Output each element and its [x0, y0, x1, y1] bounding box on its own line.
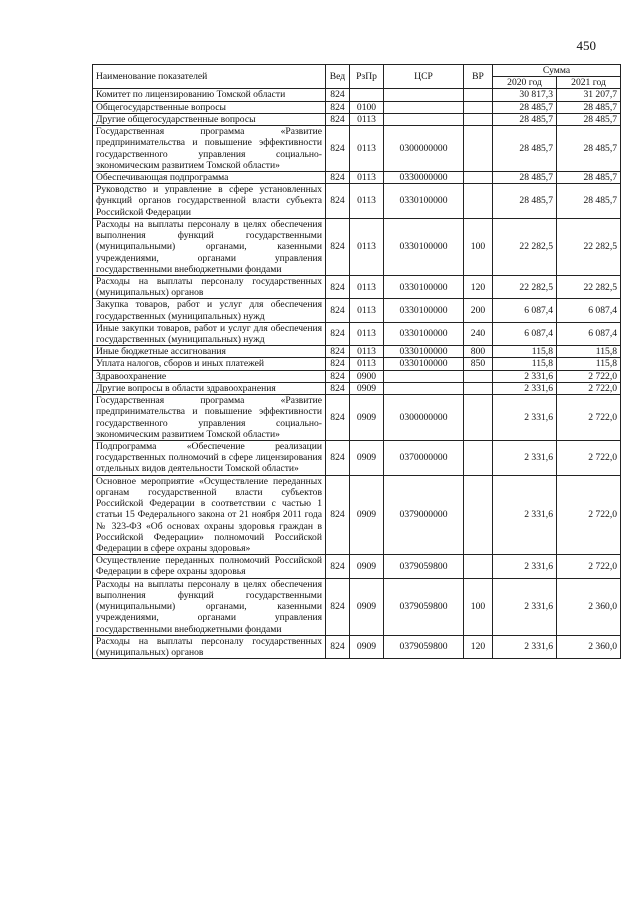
row-rzpr: 0113: [350, 358, 384, 370]
row-vr: 120: [464, 635, 493, 658]
table-row: [93, 275, 621, 298]
row-sum-2020: 2 331,6: [493, 370, 557, 382]
row-csr: 0330100000: [384, 275, 464, 298]
row-ved: 824: [326, 370, 350, 382]
row-ved: 824: [326, 358, 350, 370]
row-vr: 100: [464, 218, 493, 275]
row-ved: 824: [326, 555, 350, 578]
row-vr: [464, 370, 493, 382]
row-ved: 824: [326, 299, 350, 322]
row-csr: 0330100000: [384, 184, 464, 219]
row-rzpr: 0909: [350, 382, 384, 394]
row-vr: [464, 475, 493, 555]
row-sum-2021: 2 722,0: [557, 382, 621, 394]
row-ved: 824: [326, 395, 350, 441]
header-year-2020: 2020 год: [493, 77, 557, 89]
table-row: [93, 101, 621, 113]
row-ved: 824: [326, 578, 350, 635]
row-sum-2020: 28 485,7: [493, 101, 557, 113]
row-name: Общегосударственные вопросы: [93, 101, 326, 113]
row-rzpr: 0909: [350, 555, 384, 578]
row-sum-2020: 2 331,6: [493, 475, 557, 555]
row-csr: 0379059800: [384, 555, 464, 578]
row-vr: [464, 382, 493, 394]
row-rzpr: 0113: [350, 299, 384, 322]
row-rzpr: 0113: [350, 126, 384, 172]
row-csr: [384, 89, 464, 101]
row-name: Расходы на выплаты персоналу государственных (муниципальных) органов: [93, 635, 326, 658]
row-vr: [464, 171, 493, 183]
row-sum-2021: 22 282,5: [557, 275, 621, 298]
row-rzpr: 0909: [350, 441, 384, 476]
row-name: Другие вопросы в области здравоохранения: [93, 382, 326, 394]
header-ved: Вед: [326, 65, 350, 89]
row-ved: 824: [326, 322, 350, 345]
header-csr: ЦСР: [384, 65, 464, 89]
table-row: [93, 126, 621, 172]
table-row: [93, 218, 621, 275]
row-name: Основное мероприятие «Осуществление переданных органам государственной власти субъектов Российской Федерации в соответствии с частью 1 статьи 15 Федерального закона от 21 ноября 2011 года № 323-ФЗ «Об основах охраны здоровья граждан в Российской Федерации» полномочий Российской Федерации в сфере охраны здоровья»: [93, 475, 326, 555]
row-sum-2020: 28 485,7: [493, 184, 557, 219]
row-name: Обеспечивающая подпрограмма: [93, 171, 326, 183]
row-rzpr: 0113: [350, 322, 384, 345]
row-name: Иные закупки товаров, работ и услуг для обеспечения государственных (муниципальных) нужд: [93, 322, 326, 345]
row-ved: 824: [326, 346, 350, 358]
row-sum-2021: 115,8: [557, 358, 621, 370]
row-sum-2021: 115,8: [557, 346, 621, 358]
row-ved: 824: [326, 126, 350, 172]
row-vr: [464, 126, 493, 172]
row-sum-2021: 22 282,5: [557, 218, 621, 275]
row-rzpr: 0909: [350, 635, 384, 658]
row-name: Иные бюджетные ассигнования: [93, 346, 326, 358]
table-row: [93, 171, 621, 183]
row-csr: 0330100000: [384, 218, 464, 275]
row-name: Руководство и управление в сфере установленных функций органов государственной власти субъекта Российской Федерации: [93, 184, 326, 219]
row-vr: 800: [464, 346, 493, 358]
header-name: Наименование показателей: [93, 65, 326, 89]
row-ved: 824: [326, 101, 350, 113]
row-sum-2021: 2 722,0: [557, 555, 621, 578]
row-ved: 824: [326, 89, 350, 101]
row-name: Комитет по лицензированию Томской области: [93, 89, 326, 101]
row-rzpr: 0113: [350, 184, 384, 219]
table-row: [93, 370, 621, 382]
row-name: Расходы на выплаты персоналу государственных (муниципальных) органов: [93, 275, 326, 298]
table-row: [93, 322, 621, 345]
row-sum-2020: 6 087,4: [493, 322, 557, 345]
row-csr: 0379000000: [384, 475, 464, 555]
row-sum-2021: 28 485,7: [557, 126, 621, 172]
table-row: [93, 441, 621, 476]
row-sum-2020: 2 331,6: [493, 382, 557, 394]
row-name: Другие общегосударственные вопросы: [93, 113, 326, 125]
table-body: [93, 89, 621, 659]
header-rzpr: РзПр: [350, 65, 384, 89]
row-sum-2020: 2 331,6: [493, 441, 557, 476]
row-vr: 240: [464, 322, 493, 345]
row-sum-2020: 115,8: [493, 358, 557, 370]
row-ved: 824: [326, 635, 350, 658]
row-name: Расходы на выплаты персоналу в целях обеспечения выполнения функций государственными (муниципальными) органами, казенными учреждениями, органами управления государственными внебюджетными фондами: [93, 218, 326, 275]
row-ved: 824: [326, 475, 350, 555]
header-year-2021: 2021 год: [557, 77, 621, 89]
row-sum-2021: 6 087,4: [557, 299, 621, 322]
row-ved: 824: [326, 184, 350, 219]
table-header: [93, 65, 621, 89]
row-sum-2021: 31 207,7: [557, 89, 621, 101]
row-vr: [464, 89, 493, 101]
row-vr: 120: [464, 275, 493, 298]
row-vr: [464, 113, 493, 125]
row-ved: 824: [326, 171, 350, 183]
row-sum-2021: 2 360,0: [557, 635, 621, 658]
table-row: [93, 299, 621, 322]
table-row: [93, 395, 621, 441]
row-vr: 100: [464, 578, 493, 635]
row-name: Осуществление переданных полномочий Российской Федерации в сфере охраны здоровья: [93, 555, 326, 578]
table-row: [93, 346, 621, 358]
row-csr: 0300000000: [384, 395, 464, 441]
row-csr: [384, 101, 464, 113]
row-csr: 0379059800: [384, 578, 464, 635]
row-vr: 200: [464, 299, 493, 322]
row-sum-2021: 28 485,7: [557, 171, 621, 183]
row-name: Закупка товаров, работ и услуг для обеспечения государственных (муниципальных) нужд: [93, 299, 326, 322]
row-sum-2021: 28 485,7: [557, 113, 621, 125]
row-sum-2021: 28 485,7: [557, 101, 621, 113]
row-vr: [464, 555, 493, 578]
header-sum: Сумма: [493, 65, 621, 77]
row-name: Здравоохранение: [93, 370, 326, 382]
table-row: [93, 184, 621, 219]
row-csr: [384, 382, 464, 394]
row-sum-2020: 28 485,7: [493, 126, 557, 172]
header-vr: ВР: [464, 65, 493, 89]
row-sum-2020: 2 331,6: [493, 578, 557, 635]
row-sum-2020: 22 282,5: [493, 218, 557, 275]
row-ved: 824: [326, 113, 350, 125]
row-vr: [464, 441, 493, 476]
row-sum-2020: 2 331,6: [493, 635, 557, 658]
table-row: [93, 89, 621, 101]
row-ved: 824: [326, 275, 350, 298]
row-sum-2020: 28 485,7: [493, 171, 557, 183]
row-csr: 0300000000: [384, 126, 464, 172]
budget-table: [92, 64, 621, 659]
row-sum-2021: 2 722,0: [557, 441, 621, 476]
row-sum-2021: 6 087,4: [557, 322, 621, 345]
row-csr: 0330000000: [384, 171, 464, 183]
table-row: [93, 555, 621, 578]
row-sum-2020: 115,8: [493, 346, 557, 358]
page-number: 450: [576, 38, 596, 53]
row-vr: 850: [464, 358, 493, 370]
row-csr: 0370000000: [384, 441, 464, 476]
row-vr: [464, 101, 493, 113]
row-rzpr: 0113: [350, 275, 384, 298]
row-rzpr: 0909: [350, 395, 384, 441]
row-sum-2020: 28 485,7: [493, 113, 557, 125]
row-sum-2020: 2 331,6: [493, 555, 557, 578]
row-rzpr: 0100: [350, 101, 384, 113]
row-name: Государственная программа «Развитие предпринимательства и повышение эффективности государственного управления социально-экономическим развитием Томской области»: [93, 395, 326, 441]
row-name: Государственная программа «Развитие предпринимательства и повышение эффективности государственного управления социально-экономическим развитием Томской области»: [93, 126, 326, 172]
table-row: [93, 475, 621, 555]
row-rzpr: 0900: [350, 370, 384, 382]
row-rzpr: 0909: [350, 578, 384, 635]
row-sum-2021: 2 722,0: [557, 475, 621, 555]
row-csr: 0330100000: [384, 322, 464, 345]
row-csr: 0330100000: [384, 346, 464, 358]
row-csr: [384, 113, 464, 125]
row-name: Уплата налогов, сборов и иных платежей: [93, 358, 326, 370]
row-sum-2020: 30 817,3: [493, 89, 557, 101]
row-name: Расходы на выплаты персоналу в целях обеспечения выполнения функций государственными (муниципальными) органами, казенными учреждениями, органами управления государственными внебюджетными фондами: [93, 578, 326, 635]
row-sum-2021: 2 722,0: [557, 370, 621, 382]
row-rzpr: 0113: [350, 218, 384, 275]
row-csr: 0330100000: [384, 299, 464, 322]
row-vr: [464, 395, 493, 441]
row-ved: 824: [326, 382, 350, 394]
row-sum-2020: 6 087,4: [493, 299, 557, 322]
row-sum-2020: 22 282,5: [493, 275, 557, 298]
row-csr: 0330100000: [384, 358, 464, 370]
row-csr: [384, 370, 464, 382]
row-sum-2021: 2 360,0: [557, 578, 621, 635]
row-sum-2021: 28 485,7: [557, 184, 621, 219]
row-sum-2020: 2 331,6: [493, 395, 557, 441]
row-rzpr: 0909: [350, 475, 384, 555]
row-rzpr: 0113: [350, 171, 384, 183]
row-csr: 0379059800: [384, 635, 464, 658]
table-row: [93, 113, 621, 125]
table-row: [93, 635, 621, 658]
row-name: Подпрограмма «Обеспечение реализации государственных полномочий в сфере лицензирования отдельных видов деятельности Томской области»: [93, 441, 326, 476]
row-rzpr: [350, 89, 384, 101]
row-rzpr: 0113: [350, 113, 384, 125]
row-rzpr: 0113: [350, 346, 384, 358]
row-sum-2021: 2 722,0: [557, 395, 621, 441]
row-vr: [464, 184, 493, 219]
row-ved: 824: [326, 441, 350, 476]
table-row: [93, 382, 621, 394]
table-row: [93, 358, 621, 370]
table-row: [93, 578, 621, 635]
row-ved: 824: [326, 218, 350, 275]
